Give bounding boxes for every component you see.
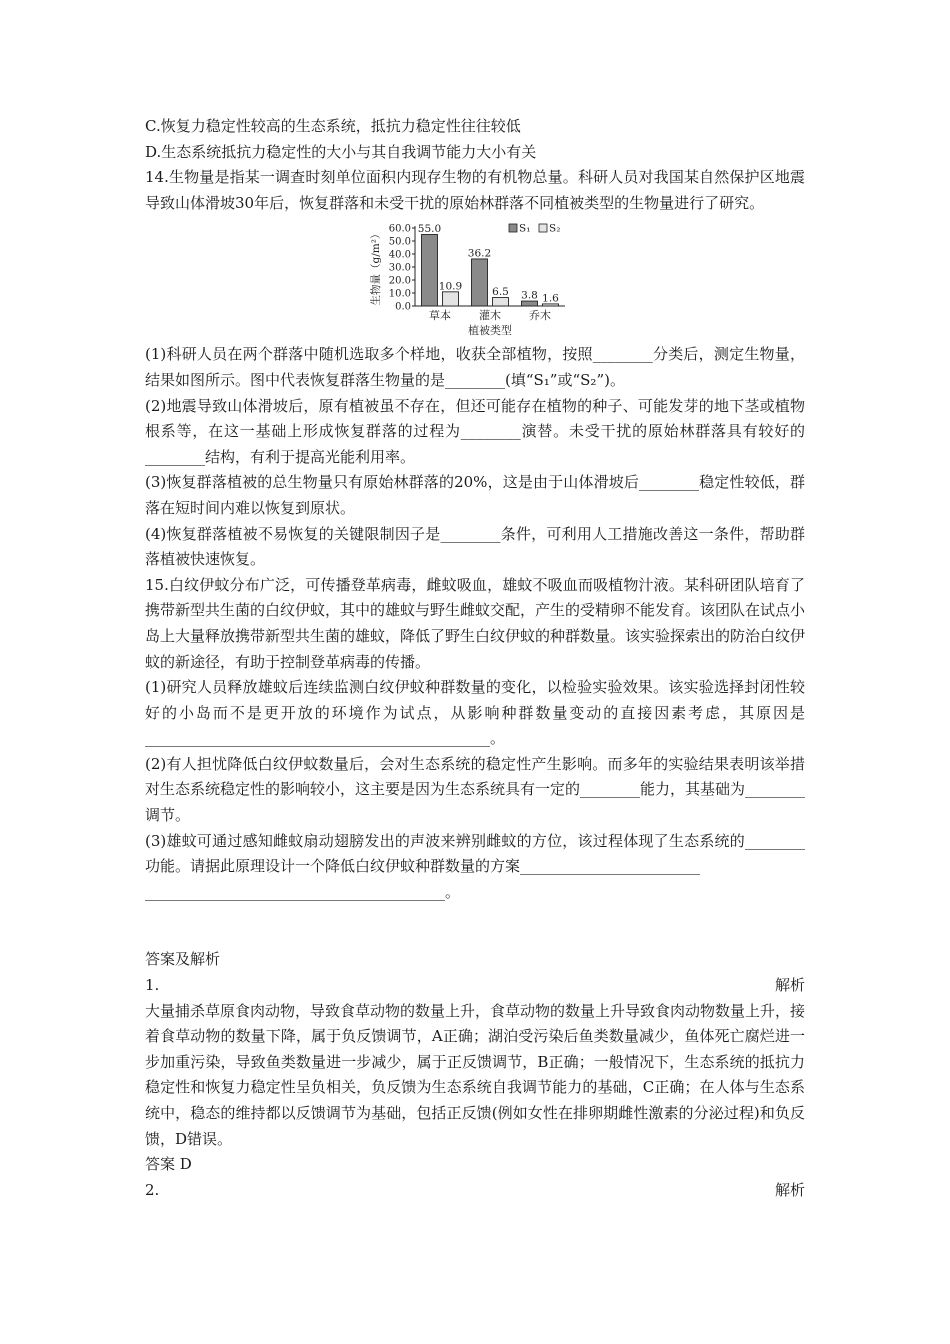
question-14-part-2: (2)地震导致山体滑坡后，原有植被虽不存在，但还可能存在植物的种子、可能发芽的地下茎或植物根系等，在这一基础上形成恢复群落的过程为________演替。未受干扰的原始林群落具有较好的________结构，有利于提高光能利用率。 [145,396,805,466]
answer-1-result: 答案 D [145,1155,192,1174]
answers-heading: 答案及解析 [145,950,221,969]
biomass-bar-chart [367,218,567,340]
question-14-part-3: (3)恢复群落植被的总生物量只有原始林群落的20%，这是由于山体滑坡后________稳定性较低，群落在短时间内难以恢复到原状。 [145,473,805,517]
question-14-part-4: (4)恢复群落植被不易恢复的关键限制因子是________条件，可利用人工措施改善这一条件，帮助群落植被快速恢复。 [145,524,805,569]
bar-s1-0 [422,235,438,307]
document-page [145,114,805,1203]
legend-label: S₁ [519,222,531,235]
answer-1-number: 1. [145,976,160,995]
question-15-part-3: (3)雄蚊可通过感知雌蚊扇动翅膀发出的声波来辨别雌蚊的方位，该过程体现了生态系统的________功能。请据此原理设计一个降低白纹伊蚊种群数量的方案________________________ [145,831,805,876]
question-14-stem: 14.生物量是指某一调查时刻单位面积内现存生物的有机物总量。科研人员对我国某自然保护区地震导致山体滑坡30年后，恢复群落和未受干扰的原始林群落不同植被类型的生物量进行了研究。 [145,168,805,212]
legend-label: S₂ [549,222,561,235]
answer-2-header [145,1178,805,1204]
y-axis-title: 生物量（g/m²） [370,228,382,306]
bar-value-label: 36.2 [467,247,492,260]
bar-value-label: 1.6 [542,292,559,305]
bar-s2-0 [443,292,459,306]
question-15-stem: 15.白纹伊蚊分布广泛，可传播登革病毒，雌蚊吸血，雄蚊不吸血而吸植物汁液。某科研团队培育了携带新型共生菌的白纹伊蚊，其中的雄蚊与野生雌蚊交配，产生的受精卵不能发育。该团队在试点小岛上大量释放携带新型共生菌的雄蚊，降低了野生白纹伊蚊的种群数量。该实验探索出的防治白纹伊蚊的新途径，有助于控制登革病毒的传播。 [145,575,806,671]
bar-s1-1 [472,259,488,306]
question-14-part-1: (1)科研人员在两个群落中随机选取多个样地，收获全部植物，按照________分类后，测定生物量，结果如图所示。图中代表恢复群落生物量的是________(填“S₁”或“S₂”)。 [145,345,805,389]
x-axis-title: 植被类型 [468,324,512,338]
option-d: D.生态系统抵抗力稳定性的大小与其自我调节能力大小有关 [145,142,537,161]
bar-value-label: 3.8 [521,289,538,302]
legend-swatch-s2 [539,224,547,232]
question-15-part-2: (2)有人担忧降低白纹伊蚊数量后，会对生态系统的稳定性产生影响。而多年的实验结果表明该举措对生态系统稳定性的影响较小，这主要是因为生态系统具有一定的________能力，其基础为________调节。 [145,754,806,825]
bar-s2-1 [493,298,509,306]
y-tick-label: 40.0 [388,249,411,261]
y-tick-label: 10.0 [388,288,411,300]
bar-value-label: 55.0 [417,223,442,236]
answer-2-analysis-tag: 解析 [774,1180,805,1199]
x-category-label: 草本 [429,309,451,323]
section-spacer [145,905,805,947]
answer-2-number: 2. [145,1180,160,1199]
bar-value-label: 6.5 [492,286,509,299]
y-tick-label: 60.0 [388,223,411,235]
question-15-part-1: (1)研究人员释放雄蚊后连续监测白纹伊蚊种群数量的变化，以检验实验效果。该实验选择封闭性较好的小岛而不是更开放的环境作为试点，从影响种群数量变动的直接因素考虑，其原因是______________________________________________。 [145,678,805,748]
bar-s1-2 [522,301,538,306]
y-tick-label: 0.0 [395,301,411,313]
answer-1-header [145,973,805,999]
legend-swatch-s1 [509,224,517,232]
option-c: C.恢复力稳定性较高的生态系统，抵抗力稳定性往往较低 [145,117,521,135]
question-15-part-3-continued: ________________________________________。 [145,882,461,901]
bar-value-label: 10.9 [438,280,463,293]
x-category-label: 灌木 [479,309,501,323]
biomass-chart-figure [145,218,805,340]
y-tick-label: 30.0 [388,262,411,274]
y-tick-label: 20.0 [388,275,411,287]
y-tick-label: 50.0 [388,236,411,248]
answer-1-explanation: 大量捕杀草原食肉动物，导致食草动物的数量上升，食草动物的数量上升导致食肉动物数量上升，接着食草动物的数量下降，属于负反馈调节，A正确；湖泊受污染后鱼类数量减少，鱼体死亡腐烂进一步加重污染，导致鱼类数量进一步减少，属于正反馈调节，B正确；一般情况下，生态系统的抵抗力稳定性和恢复力稳定性呈负相关，负反馈为生态系统自我调节能力的基础，C正确；在人体与生态系统中，稳态的维持都以反馈调节为基础，包括正反馈(例如女性在排卵期雌性激素的分泌过程)和负反馈，D错误。 [145,1001,806,1148]
x-category-label: 乔木 [529,309,551,323]
answer-1-analysis-tag: 解析 [774,976,805,995]
